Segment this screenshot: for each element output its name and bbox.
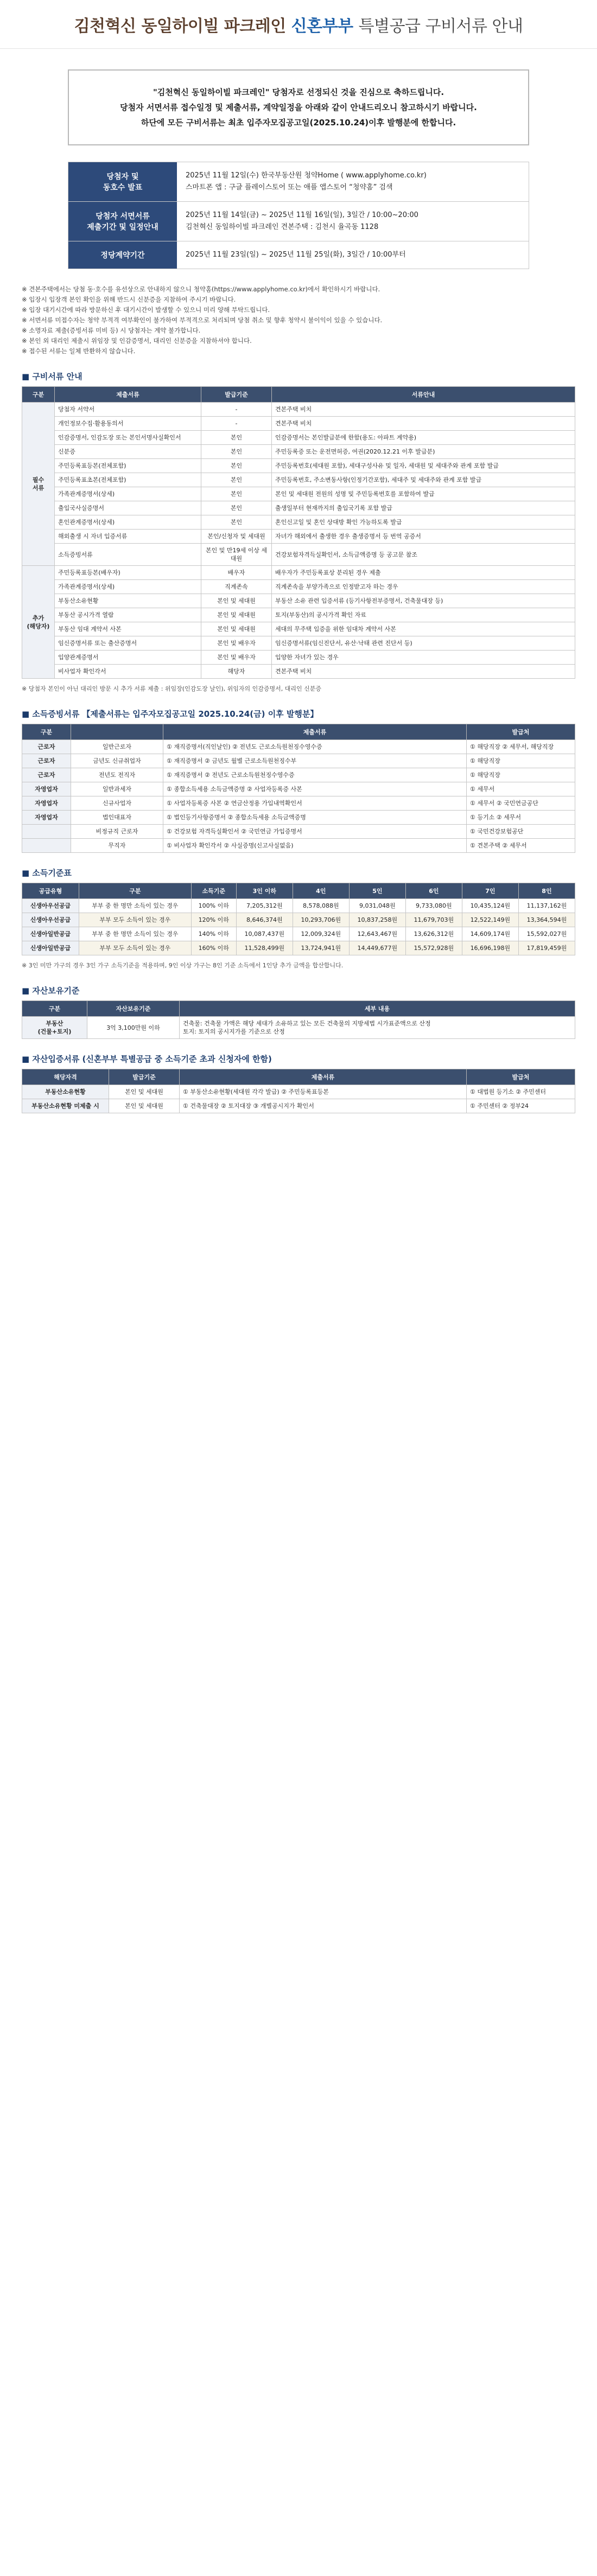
- income-value-cell: 10,087,437원: [236, 927, 293, 941]
- table-header-cell: 소득기준: [191, 883, 236, 899]
- document-guide-cell: 견본주택 비치: [272, 417, 575, 431]
- page-title: [74, 12, 523, 36]
- table-header-cell: 해당자격: [22, 1069, 109, 1085]
- income-value-cell: 부부 모두 소득이 있는 경우: [79, 941, 191, 955]
- income-docs-cell: ① 재직증명서(직인날인) ② 전년도 근로소득원천징수영수증: [163, 740, 467, 754]
- table-row: [22, 544, 575, 566]
- asset-issuer-cell: ① 주민센터 ② 정부24: [467, 1099, 575, 1113]
- document-name-cell: 입양관계증명서: [55, 651, 201, 665]
- issue-basis-cell: -: [201, 417, 272, 431]
- document-guide-cell: 입양한 자녀가 있는 경우: [272, 651, 575, 665]
- asset-qualification-cell: 부동산소유현황 미제출 시: [22, 1099, 109, 1113]
- income-docs-cell: ① 비사업자 확인각서 ② 사실증명(신고사실없음): [163, 839, 467, 853]
- table-row: [22, 417, 575, 431]
- notice-item: ※ 소명자료 제출(증빙서류 미비 등) 시 당첨자는 계약 불가합니다.: [22, 327, 201, 334]
- document-guide-cell: 임신증명서류(임신진단서, 유산·낙태 관련 진단서 등): [272, 636, 575, 651]
- title-part-name: 파크레인: [224, 16, 286, 36]
- title-part-complex: 김천혁신 동일하이빌: [74, 16, 219, 36]
- income-docs-cell: ① 종합소득세용 소득금액증명 ② 사업자등록증 사본: [163, 782, 467, 796]
- income-header-row: [22, 883, 575, 899]
- document-name-cell: 해외출생 시 자녀 입증서류: [55, 530, 201, 544]
- document-guide-cell: 주민등록증 또는 운전면허증, 여권(2020.12.21 이후 발급분): [272, 445, 575, 459]
- document-name-cell: 부동산 공시가격 열람: [55, 608, 201, 622]
- issue-basis-cell: 본인: [201, 501, 272, 515]
- document-name-cell: 가족관계증명서(상세): [55, 487, 201, 501]
- table-row: [22, 487, 575, 501]
- income-value-cell: 7,205,312원: [236, 899, 293, 913]
- issue-basis-cell: 본인: [201, 473, 272, 487]
- document-guide-cell: 직계존속을 부양가족으로 인정받고자 하는 경우: [272, 580, 575, 594]
- income-issuer-cell: ① 세무서 ② 국민연금공단: [467, 796, 575, 811]
- document-guide-cell: 출생일부터 현재까지의 출입국기록 포함 발급: [272, 501, 575, 515]
- notice-item: ※ 입장 대기시간에 따라 방문하신 후 대기시간이 발생할 수 있으니 미리 양해 부탁드립니다.: [22, 306, 270, 314]
- schedule-value: 2025년 11월 12일(수) 한국부동산원 청약Home ( www.applyhome.co.kr) 스마트폰 앱 : 구글 플레이스토어 또는 애플 앱스토어 “청약홈” 검색: [186, 171, 427, 192]
- asset-docs-cell: ① 건축물대장 ② 토지대장 ③ 개별공시지가 확인서: [180, 1099, 467, 1113]
- document-guide-cell: 토지(부동산)의 공시가격 확인 자료: [272, 608, 575, 622]
- notice-item: ※ 입장시 입장객 본인 확인을 위해 반드시 신분증을 지참하여 주시기 바랍니다.: [22, 296, 236, 303]
- table-header-cell: 7인: [462, 883, 518, 899]
- issue-basis-cell: 본인: [201, 431, 272, 445]
- asset-criteria-table: [22, 1000, 575, 1039]
- table-header-cell: 구분: [79, 883, 191, 899]
- document-name-cell: 출입국사실증명서: [55, 501, 201, 515]
- table-header-cell: 발급처: [467, 1069, 575, 1085]
- table-row: [22, 580, 575, 594]
- title-banner: [0, 0, 597, 49]
- notice-item: ※ 서면서류 미접수자는 청약 부적격 여부확인이 불가하여 부적격으로 처리되며 당첨 취소 및 향후 청약시 불이익이 있을 수 있습니다.: [22, 316, 383, 324]
- income-criteria-table: [22, 883, 575, 955]
- document-guide-cell: 견본주택 비치: [272, 665, 575, 679]
- table-row: [22, 740, 575, 754]
- document-guide-cell: 주민등록번호(세대원 포함), 세대구성사유 및 일자, 세대원 및 세대주와 관계 포함 발급: [272, 459, 575, 473]
- schedule-head: 정당계약기간: [68, 241, 177, 269]
- document-guide-cell: 배우자가 주민등록표상 분리된 경우 제출: [272, 566, 575, 580]
- income-value-cell: 8,646,374원: [236, 913, 293, 927]
- document-name-cell: 부동산소유현황: [55, 594, 201, 608]
- asset-limit-cell: 3억 3,100만원 이하: [87, 1017, 180, 1039]
- income-value-cell: 9,031,048원: [349, 899, 405, 913]
- income-value-cell: 13,626,312원: [405, 927, 462, 941]
- income-value-cell: 8,578,088원: [293, 899, 349, 913]
- schedule-value: 2025년 11월 23일(일) ~ 2025년 11월 25일(화), 3일간 / 10:00부터: [186, 251, 406, 259]
- table-header-cell: [71, 724, 163, 740]
- greeting-line-2: 당첨자 서면서류 접수일정 및 제출서류, 계약일정을 아래와 같이 안내드리오니 참고하시기 바랍니다.: [120, 103, 477, 112]
- income-value-cell: 12,009,324원: [293, 927, 349, 941]
- income-issuer-cell: ① 해당직장 ② 세무서, 해당직장: [467, 740, 575, 754]
- issue-basis-cell: 직계존속: [201, 580, 272, 594]
- section-title-assets: ■ 자산보유기준: [22, 986, 80, 996]
- income-subtype-cell: 일반근로자: [71, 740, 163, 754]
- greeting-line-1: "김천혁신 동일하이빌 파크레인" 당첨자로 선정되신 것을 진심으로 축하드립니다.: [153, 87, 444, 97]
- income-issuer-cell: ① 해당직장: [467, 754, 575, 768]
- table-row: [22, 811, 575, 825]
- table-row: [22, 941, 575, 955]
- table-row: [22, 1085, 575, 1099]
- document-name-cell: 주민등록표등본(전체포함): [55, 459, 201, 473]
- table-header-cell: 3인 이하: [236, 883, 293, 899]
- income-docs-cell: ① 사업자등록증 사본 ② 연금산정용 가입내역확인서: [163, 796, 467, 811]
- income-value-cell: 10,293,706원: [293, 913, 349, 927]
- table-row: [22, 913, 575, 927]
- table-header-cell: 서류안내: [272, 387, 575, 403]
- income-docs-header-row: [22, 724, 575, 740]
- table-row: [22, 1017, 575, 1039]
- section-title-income-table: ■ 소득기준표: [22, 868, 72, 878]
- issue-basis-cell: 본인: [201, 459, 272, 473]
- supply-type-cell: 신생아일반공급: [22, 941, 79, 955]
- document-name-cell: 신분증: [55, 445, 201, 459]
- title-part-suffix: 특별공급 구비서류 안내: [358, 16, 523, 36]
- income-issuer-cell: ① 해당직장: [467, 768, 575, 782]
- table-row: [22, 927, 575, 941]
- issue-basis-cell: 본인 및 배우자: [201, 651, 272, 665]
- income-category-cell: 자영업자: [22, 796, 71, 811]
- table-row: [22, 899, 575, 913]
- issue-basis-cell: -: [201, 403, 272, 417]
- table-header-cell: 발급처: [467, 724, 575, 740]
- income-value-cell: 13,724,941원: [293, 941, 349, 955]
- income-value-cell: 12,522,149원: [462, 913, 518, 927]
- greeting-line-3: 하단에 모든 구비서류는 최초 입주자모집공고일(2025.10.24)이후 발행분에 한합니다.: [141, 118, 456, 127]
- asset-header-row: [22, 1001, 575, 1017]
- income-value-cell: 부부 중 한 명만 소득이 있는 경우: [79, 927, 191, 941]
- income-footnote: ※ 3인 미만 가구의 경우 3인 가구 소득기준을 적용하며, 9인 이상 가구는 8인 기준 소득에서 1인당 추가 금액을 합산합니다.: [22, 962, 344, 969]
- document-name-cell: 인감증명서, 인감도장 또는 본인서명사실확인서: [55, 431, 201, 445]
- table-header-cell: 4인: [293, 883, 349, 899]
- income-category-cell: [22, 839, 71, 853]
- table-header-cell: 구분: [22, 1001, 87, 1017]
- table-row: [22, 665, 575, 679]
- table-row: [22, 515, 575, 530]
- supply-type-cell: 신생아우선공급: [22, 913, 79, 927]
- group-label-cell: 추가 (해당자): [22, 566, 55, 679]
- income-subtype-cell: 비정규직 근로자: [71, 825, 163, 839]
- document-name-cell: 주민등록표초본(전체포함): [55, 473, 201, 487]
- income-category-cell: [22, 825, 71, 839]
- schedule-row: [68, 202, 529, 241]
- asset-docs-table: [22, 1069, 575, 1113]
- table-row: [22, 501, 575, 515]
- notice-list: [22, 284, 575, 356]
- table-row: [22, 608, 575, 622]
- income-subtype-cell: 무직자: [71, 839, 163, 853]
- income-value-cell: 120% 이하: [191, 913, 236, 927]
- income-value-cell: 15,592,027원: [518, 927, 575, 941]
- asset-docs-cell: ① 부동산소유현황(세대원 각각 발급) ② 주민등록표등본: [180, 1085, 467, 1099]
- document-name-cell: 부동산 임대 계약서 사본: [55, 622, 201, 636]
- group-label-cell: 필수 서류: [22, 403, 55, 566]
- table-row: [22, 839, 575, 853]
- document-name-cell: 임신증명서류 또는 출산증명서: [55, 636, 201, 651]
- schedule-row: [68, 162, 529, 202]
- document-guide-cell: 인감증명서는 본인발급분에 한함(용도: 아파트 계약용): [272, 431, 575, 445]
- document-guide-cell: 부동산 소유 관련 입증서류 (등기사항전부증명서, 건축물대장 등): [272, 594, 575, 608]
- income-subtype-cell: 일반과세자: [71, 782, 163, 796]
- document-name-cell: 주민등록표등본(배우자): [55, 566, 201, 580]
- greeting-box: [68, 69, 529, 145]
- table-row: [22, 431, 575, 445]
- section-title-income-docs: ■ 소득증빙서류 【제출서류는 입주자모집공고일 2025.10.24(금) 이후 발행분】: [22, 709, 319, 719]
- income-issuer-cell: ① 등기소 ② 세무서: [467, 811, 575, 825]
- income-docs-cell: ① 법인등기사항증명서 ② 종합소득세용 소득금액증명: [163, 811, 467, 825]
- income-docs-cell: ① 재직증명서 ② 금년도 월별 근로소득원천징수부: [163, 754, 467, 768]
- document-guide-cell: 세대의 무주택 입증을 위한 임대차 계약서 사본: [272, 622, 575, 636]
- asset-docs-header-row: [22, 1069, 575, 1085]
- income-value-cell: 15,572,928원: [405, 941, 462, 955]
- document-name-cell: 당첨자 서약서: [55, 403, 201, 417]
- documents-table: [22, 386, 575, 679]
- documents-header-row: [22, 387, 575, 403]
- income-value-cell: 140% 이하: [191, 927, 236, 941]
- income-value-cell: 11,528,499원: [236, 941, 293, 955]
- income-issuer-cell: ① 견본주택 ② 세무서: [467, 839, 575, 853]
- table-header-cell: 발급기준: [109, 1069, 180, 1085]
- document-name-cell: 가족관계증명서(상세): [55, 580, 201, 594]
- income-category-cell: 자영업자: [22, 782, 71, 796]
- schedule-head: 당첨자 및 동호수 발표: [68, 162, 177, 201]
- income-value-cell: 160% 이하: [191, 941, 236, 955]
- table-row: [22, 530, 575, 544]
- asset-basis-cell: 본인 및 세대원: [109, 1085, 180, 1099]
- table-row: [22, 754, 575, 768]
- page: [0, 0, 597, 1135]
- documents-footnote: ※ 당첨자 본인이 아닌 대리인 방문 시 추가 서류 제출 : 위임장(인감도장 날인), 위임자의 인감증명서, 대리인 신분증: [22, 685, 321, 692]
- table-header-cell: 자산보유기준: [87, 1001, 180, 1017]
- notice-item: ※ 견본주택에서는 당첨 동·호수를 유선상으로 안내하지 않으니 청약홈(https://www.applyhome.co.kr)에서 확인하시기 바랍니다.: [22, 285, 380, 293]
- income-value-cell: 14,449,677원: [349, 941, 405, 955]
- table-row: [22, 1099, 575, 1113]
- document-guide-cell: 주민등록번호, 주소변동사항(인정기간포함), 세대주 및 세대주와 관계 포함 발급: [272, 473, 575, 487]
- issue-basis-cell: 본인 및 만19세 이상 세대원: [201, 544, 272, 566]
- issue-basis-cell: 본인 및 세대원: [201, 622, 272, 636]
- income-subtype-cell: 금년도 신규취업자: [71, 754, 163, 768]
- table-header-cell: 제출서류: [163, 724, 467, 740]
- asset-type-cell: 부동산 (건물+토지): [22, 1017, 87, 1039]
- document-guide-cell: 혼인신고일 및 혼인 상대방 확인 가능하도록 발급: [272, 515, 575, 530]
- table-row: [22, 566, 575, 580]
- income-value-cell: 11,679,703원: [405, 913, 462, 927]
- schedule-head: 당첨자 서면서류 제출기간 및 일정안내: [68, 202, 177, 241]
- table-row: [22, 782, 575, 796]
- income-subtype-cell: 신규사업자: [71, 796, 163, 811]
- table-row: [22, 651, 575, 665]
- income-value-cell: 12,643,467원: [349, 927, 405, 941]
- section-title-asset-docs: ■ 자산입증서류 (신혼부부 특별공급 중 소득기준 초과 신청자에 한함): [22, 1054, 272, 1064]
- issue-basis-cell: 본인: [201, 515, 272, 530]
- table-header-cell: 구분: [22, 724, 71, 740]
- income-category-cell: 근로자: [22, 754, 71, 768]
- issue-basis-cell: 배우자: [201, 566, 272, 580]
- issue-basis-cell: 본인 및 세대원: [201, 608, 272, 622]
- income-value-cell: 9,733,080원: [405, 899, 462, 913]
- table-header-cell: 발급기준: [201, 387, 272, 403]
- asset-qualification-cell: 부동산소유현황: [22, 1085, 109, 1099]
- schedule-value: 2025년 11월 14일(금) ~ 2025년 11월 16일(일), 3일간 / 10:00~20:00 김천혁신 동일하이빌 파크레인 견본주택 : 김천시 율곡동 1128: [186, 211, 418, 231]
- income-issuer-cell: ① 세무서: [467, 782, 575, 796]
- schedule-table: [68, 162, 529, 269]
- section-title-documents: ■ 구비서류 안내: [22, 372, 82, 381]
- issue-basis-cell: 본인 및 세대원: [201, 594, 272, 608]
- table-row: [22, 622, 575, 636]
- asset-basis-cell: 본인 및 세대원: [109, 1099, 180, 1113]
- income-value-cell: 17,819,459원: [518, 941, 575, 955]
- table-row: [22, 636, 575, 651]
- issue-basis-cell: 본인 및 배우자: [201, 636, 272, 651]
- table-row: [22, 594, 575, 608]
- income-docs-table: [22, 724, 575, 853]
- table-header-cell: 공급유형: [22, 883, 79, 899]
- income-issuer-cell: ① 국민건강보험공단: [467, 825, 575, 839]
- asset-detail-cell: 건축물: 건축물 가액은 해당 세대가 소유하고 있는 모든 건축물의 지방세법 시가표준액으로 산정 토지: 토지의 공시지가를 기준으로 산정: [180, 1017, 575, 1039]
- asset-issuer-cell: ① 대법원 등기소 ② 주민센터: [467, 1085, 575, 1099]
- income-value-cell: 16,696,198원: [462, 941, 518, 955]
- income-value-cell: 11,137,162원: [518, 899, 575, 913]
- income-value-cell: 100% 이하: [191, 899, 236, 913]
- table-header-cell: 구분: [22, 387, 55, 403]
- income-docs-cell: ① 건강보험 자격득실확인서 ② 국민연금 가입증명서: [163, 825, 467, 839]
- supply-type-cell: 신생아일반공급: [22, 927, 79, 941]
- income-value-cell: 부부 모두 소득이 있는 경우: [79, 913, 191, 927]
- table-row: [22, 459, 575, 473]
- table-row: [22, 796, 575, 811]
- supply-type-cell: 신생아우선공급: [22, 899, 79, 913]
- document-guide-cell: 본인 및 세대원 전원의 성명 및 주민등록번호를 포함하여 발급: [272, 487, 575, 501]
- income-value-cell: 14,609,174원: [462, 927, 518, 941]
- income-subtype-cell: 전년도 전직자: [71, 768, 163, 782]
- table-header-cell: 제출서류: [55, 387, 201, 403]
- issue-basis-cell: 본인: [201, 445, 272, 459]
- issue-basis-cell: 본인/신청자 및 세대원: [201, 530, 272, 544]
- issue-basis-cell: 해당자: [201, 665, 272, 679]
- table-header-cell: 8인: [518, 883, 575, 899]
- table-header-cell: 5인: [349, 883, 405, 899]
- document-guide-cell: 견본주택 비치: [272, 403, 575, 417]
- income-value-cell: 10,837,258원: [349, 913, 405, 927]
- document-guide-cell: 자녀가 해외에서 출생한 경우 출생증명서 등 번역 공증서: [272, 530, 575, 544]
- table-row: [22, 825, 575, 839]
- income-subtype-cell: 법인대표자: [71, 811, 163, 825]
- document-name-cell: 비사업자 확인각서: [55, 665, 201, 679]
- table-header-cell: 6인: [405, 883, 462, 899]
- income-docs-cell: ① 재직증명서 ② 전년도 근로소득원천징수영수증: [163, 768, 467, 782]
- issue-basis-cell: 본인: [201, 487, 272, 501]
- income-value-cell: 13,364,594원: [518, 913, 575, 927]
- income-category-cell: 근로자: [22, 740, 71, 754]
- table-row: [22, 768, 575, 782]
- document-name-cell: 혼인관계증명서(상세): [55, 515, 201, 530]
- table-row: [22, 473, 575, 487]
- table-header-cell: 세부 내용: [180, 1001, 575, 1017]
- income-value-cell: 부부 중 한 명만 소득이 있는 경우: [79, 899, 191, 913]
- income-category-cell: 근로자: [22, 768, 71, 782]
- notice-item: ※ 접수된 서류는 일체 반환하지 않습니다.: [22, 347, 136, 355]
- document-name-cell: 소득증빙서류: [55, 544, 201, 566]
- income-value-cell: 10,435,124원: [462, 899, 518, 913]
- table-row: [22, 445, 575, 459]
- table-header-cell: 제출서류: [180, 1069, 467, 1085]
- income-category-cell: 자영업자: [22, 811, 71, 825]
- schedule-row: [68, 241, 529, 269]
- document-guide-cell: 건강보험자격득실확인서, 소득금액증명 등 공고문 참조: [272, 544, 575, 566]
- document-name-cell: 개인정보수집·활용동의서: [55, 417, 201, 431]
- notice-item: ※ 본인 외 대리인 제출시 위임장 및 인감증명서, 대리인 신분증을 지참하셔야 합니다.: [22, 337, 252, 345]
- table-row: [22, 403, 575, 417]
- title-part-type: 신혼부부: [291, 16, 353, 36]
